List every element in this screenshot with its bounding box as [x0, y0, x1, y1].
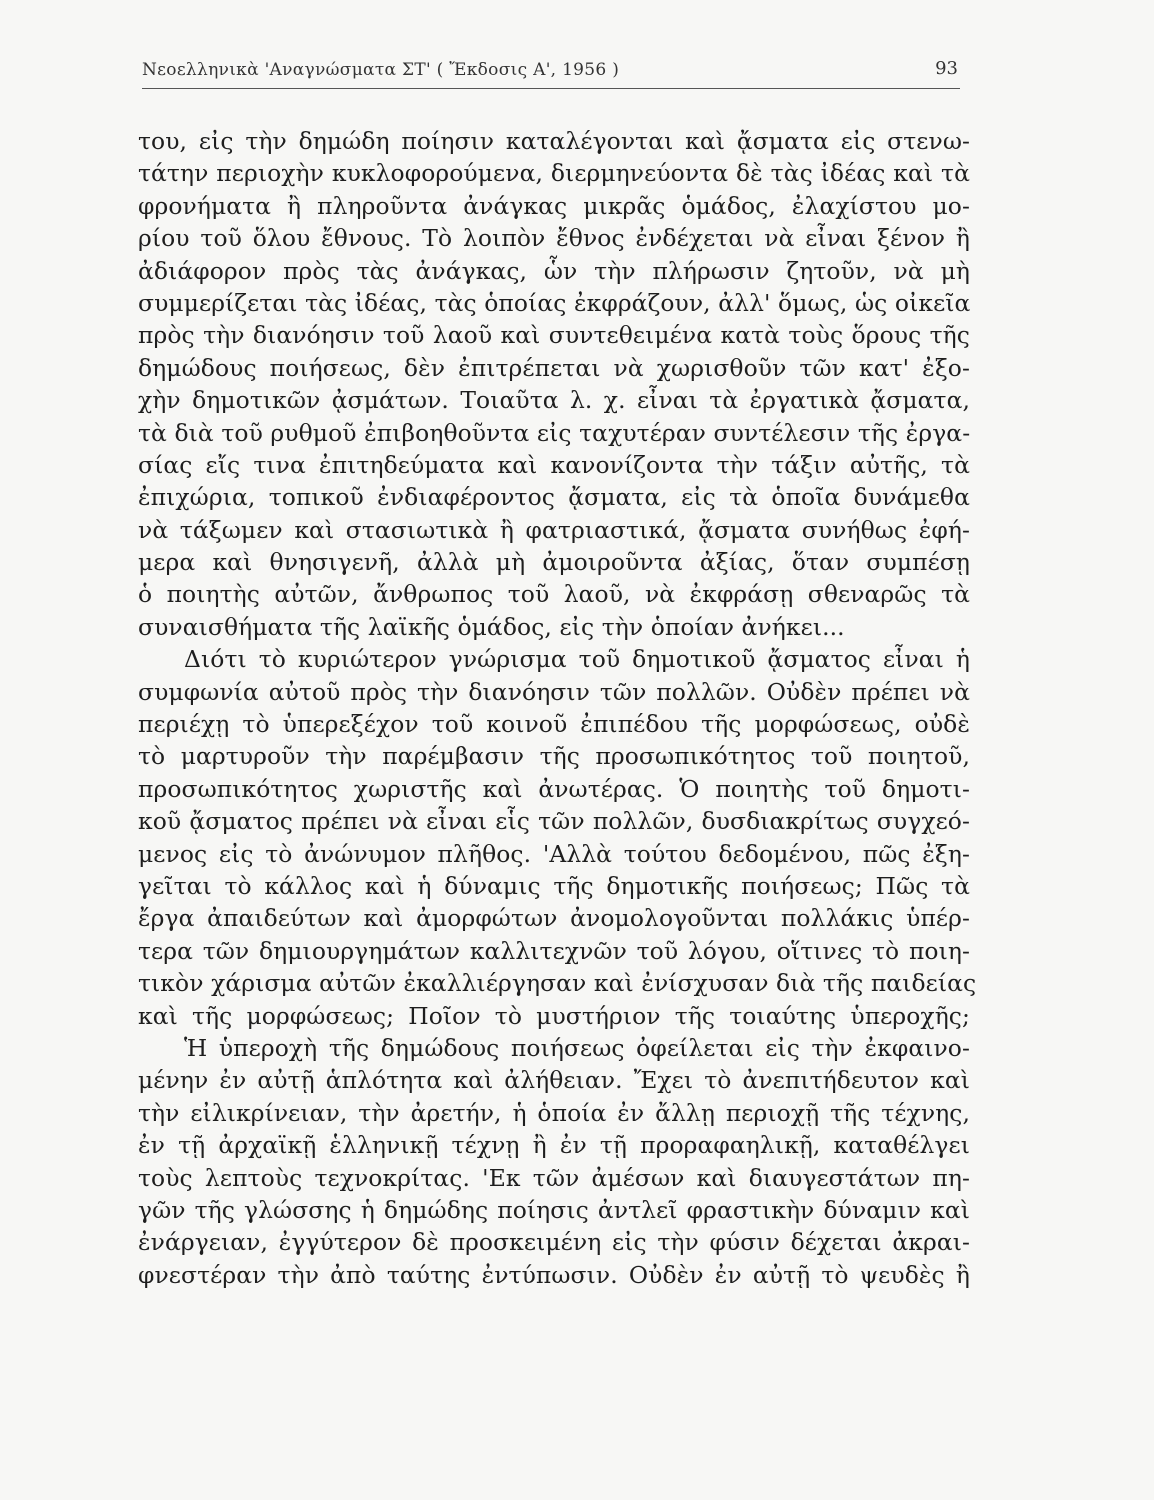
- page-number: 93: [935, 58, 958, 79]
- text-line: προσωπικότητος χωριστῆς καὶ ἀνωτέρας. Ὁ ποιητὴς τοῦ δημοτι-: [138, 774, 970, 803]
- paragraph-start-line: Διότι τὸ κυριώτερον γνώρισμα τοῦ δημοτικοῦ ᾄσματος εἶναι ἡ: [184, 645, 970, 674]
- text-line: χὴν δημοτικῶν ᾀσμάτων. Τοιαῦτα λ. χ. εἶναι τὰ ἐργατικὰ ᾄσματα,: [138, 386, 970, 415]
- text-line: νὰ τάξωμεν καὶ στασιωτικὰ ἢ φατριαστικά, ᾄσματα συνήθως ἐφή-: [138, 515, 970, 544]
- text-line: τοὺς λεπτοὺς τεχνοκρίτας. 'Εκ τῶν ἀμέσων καὶ διαυγεστάτων πη-: [138, 1163, 970, 1192]
- text-line: φνεστέραν τὴν ἀπὸ ταύτης ἐντύπωσιν. Οὐδὲν ἐν αὐτῇ τὸ ψευδὲς ἢ: [138, 1260, 970, 1289]
- text-line: μερα καὶ θνησιγενῆ, ἀλλὰ μὴ ἀμοιροῦντα ἀξίας, ὅταν συμπέσῃ: [138, 548, 970, 577]
- text-line: ὁ ποιητὴς αὐτῶν, ἄνθρωπος τοῦ λαοῦ, νὰ ἐκφράσῃ σθεναρῶς τὰ: [138, 580, 970, 609]
- text-line: γεῖται τὸ κάλλος καὶ ἡ δύναμις τῆς δημοτικῆς ποιήσεως; Πῶς τὰ: [138, 871, 970, 900]
- text-line: ἐπιχώρια, τοπικοῦ ἐνδιαφέροντος ᾄσματα, εἰς τὰ ὁποῖα δυνάμεθα: [138, 483, 970, 512]
- text-line: τὴν εἰλικρίνειαν, τὴν ἀρετήν, ἡ ὁποία ἐν ἄλλῃ περιοχῇ τῆς τέχνης,: [138, 1098, 970, 1127]
- text-line: μενος εἰς τὸ ἀνώνυμον πλῆθος. 'Αλλὰ τούτου δεδομένου, πῶς ἐξη-: [138, 839, 970, 868]
- text-line: ἐνάργειαν, ἐγγύτερον δὲ προσκειμένη εἰς τὴν φύσιν δέχεται ἀκραι-: [138, 1228, 970, 1257]
- text-line: τὰ διὰ τοῦ ρυθμοῦ ἐπιβοηθοῦντα εἰς ταχυτέραν συντέλεσιν τῆς ἐργα-: [138, 418, 971, 447]
- text-line: τερα τῶν δημιουργημάτων καλλιτεχνῶν τοῦ λόγου, οἵτινες τὸ ποιη-: [138, 936, 970, 965]
- running-head-title: Νεοελληνικὰ 'Αναγνώσματα ΣΤ' ( Ἔκδοσις Α', 1956 ): [142, 60, 620, 80]
- text-line: ἐν τῇ ἀρχαϊκῇ ἑλληνικῇ τέχνῃ ἢ ἐν τῇ προραφαηλικῇ, καταθέλγει: [138, 1131, 970, 1160]
- running-header: [142, 58, 960, 89]
- text-line: σίας εἴς τινα ἐπιτηδεύματα καὶ κανονίζοντα τὴν τάξιν αὐτῆς, τὰ: [138, 450, 970, 479]
- text-line: γῶν τῆς γλώσσης ἡ δημώδης ποίησις ἀντλεῖ φραστικὴν δύναμιν καὶ: [138, 1195, 970, 1224]
- text-line: του, εἰς τὴν δημώδη ποίησιν καταλέγονται καὶ ᾄσματα εἰς στενω-: [138, 127, 970, 155]
- paragraph-start-line: Ἡ ὑπεροχὴ τῆς δημώδους ποιήσεως ὀφείλεται εἰς τὴν ἐκφαινο-: [184, 1033, 970, 1062]
- text-line: τάτην περιοχὴν κυκλοφορούμενα, διερμηνεύοντα δὲ τὰς ἰδέας καὶ τὰ: [138, 159, 970, 188]
- text-line: κοῦ ᾄσματος πρέπει νὰ εἶναι εἷς τῶν πολλῶν, δυσδιακρίτως συγχεό-: [138, 807, 970, 836]
- text-line: δημώδους ποιήσεως, δὲν ἐπιτρέπεται νὰ χωρισθοῦν τῶν κατ' ἐξο-: [138, 353, 970, 382]
- text-line: συναισθήματα τῆς λαϊκῆς ὁμάδος, εἰς τὴν ὁποίαν ἀνήκει...: [138, 612, 845, 641]
- text-line: περιέχῃ τὸ ὑπερεξέχον τοῦ κοινοῦ ἐπιπέδου τῆς μορφώσεως, οὐδὲ: [138, 710, 970, 739]
- text-line: καὶ τῆς μορφώσεως; Ποῖον τὸ μυστήριον τῆς τοιαύτης ὑπεροχῆς;: [138, 1001, 970, 1030]
- text-line: συμφωνία αὐτοῦ πρὸς τὴν διανόησιν τῶν πολλῶν. Οὐδὲν πρέπει νὰ: [138, 677, 970, 706]
- text-line: ἀδιάφορον πρὸς τὰς ἀνάγκας, ὧν τὴν πλήρωσιν ζητοῦν, νὰ μὴ: [138, 256, 970, 285]
- text-line: μένην ἐν αὐτῇ ἁπλότητα καὶ ἀλήθειαν. Ἔχει τὸ ἀνεπιτήδευτον καὶ: [138, 1066, 970, 1095]
- text-line: πρὸς τὴν διανόησιν τοῦ λαοῦ καὶ συντεθειμένα κατὰ τοὺς ὅρους τῆς: [138, 321, 970, 350]
- text-line: τικὸν χάρισμα αὐτῶν ἐκαλλιέργησαν καὶ ἐνίσχυσαν διὰ τῆς παιδείας: [138, 969, 977, 998]
- text-line: τὸ μαρτυροῦν τὴν παρέμβασιν τῆς προσωπικότητος τοῦ ποιητοῦ,: [138, 742, 970, 771]
- text-line: φρονήματα ἢ πληροῦντα ἀνάγκας μικρᾶς ὁμάδος, ἐλαχίστου μο-: [138, 191, 970, 220]
- text-line: ἔργα ἀπαιδεύτων καὶ ἀμορφώτων ἀνομολογοῦνται πολλάκις ὑπέρ-: [138, 904, 970, 933]
- text-line: συμμερίζεται τὰς ἰδέας, τὰς ὁποίας ἐκφράζουν, ἀλλ' ὅμως, ὡς οἰκεῖα: [138, 288, 971, 317]
- text-line: ρίου τοῦ ὅλου ἔθνους. Τὸ λοιπὸν ἔθνος ἐνδέχεται νὰ εἶναι ξένον ἢ: [138, 224, 970, 253]
- body-text: [138, 125, 977, 1291]
